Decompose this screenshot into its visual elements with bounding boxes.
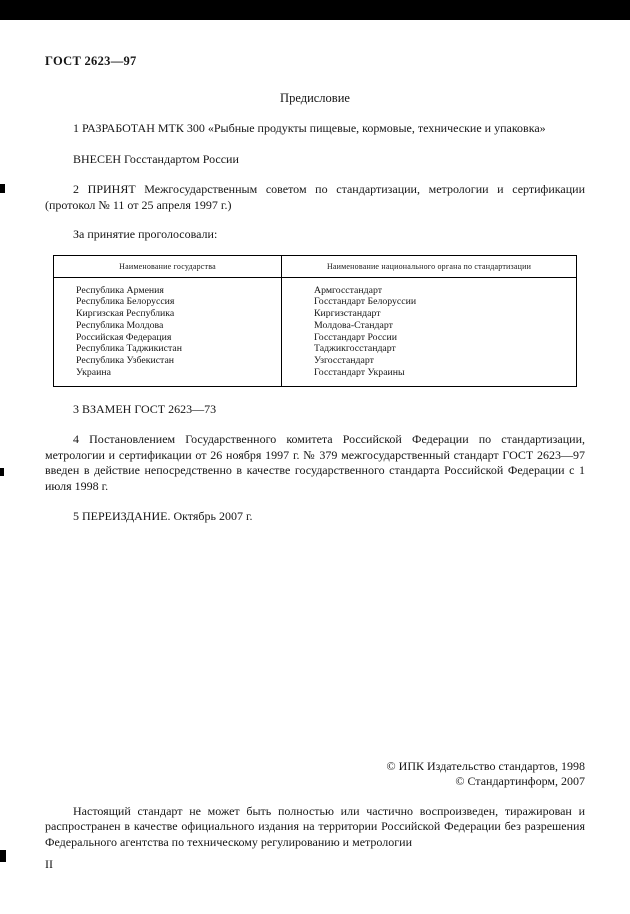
foreword-item-4: 4 Постановлением Государственного комитета Российской Федерации по стандартизации, метрологии и сертификации от 26 ноября 1997 г. № 379 межгосударственный стандарт ГОСТ 2623—97 введен в действие непосредственно в качестве государственного стандарта Российской Федерации с 1 июля 1998 г. — [45, 432, 585, 493]
table-cell-org: Узгосстандарт — [314, 355, 374, 367]
copyright-line-2007: © Стандартинформ, 2007 — [455, 773, 585, 788]
table-cell-org: Киргизстандарт — [314, 308, 381, 320]
table-cell-state: Российская Федерация — [54, 332, 282, 344]
table-row — [54, 343, 577, 355]
table-cell-state: Киргизская Республика — [54, 308, 282, 320]
table-header-org: Наименование национального органа по стандартизации — [282, 255, 577, 277]
table-row — [54, 355, 577, 367]
foreword-item-3: 3 ВЗАМЕН ГОСТ 2623—73 — [73, 401, 217, 416]
page-title: Предисловие — [280, 91, 350, 105]
table-row — [54, 308, 577, 320]
table-cell-org: Госстандарт Белоруссии — [314, 296, 417, 308]
table-header-state: Наименование государства — [54, 255, 282, 277]
page-number: II — [45, 857, 53, 871]
copyright-line-1998: © ИПК Издательство стандартов, 1998 — [386, 758, 585, 773]
table-cell-state: Республика Молдова — [54, 320, 282, 332]
table-cell-state: Украина — [54, 367, 282, 386]
restriction-notice: Настоящий стандарт не может быть полностью или частично воспроизведен, тиражирован и распространен в качестве официального издания на территории Российской Федерации без разрешения Федерального агентства по техническому регулированию и метрологии — [45, 803, 585, 849]
table-cell-state: Республика Узбекистан — [54, 355, 282, 367]
table-row — [54, 367, 577, 386]
foreword-item-1: 1 РАЗРАБОТАН МТК 300 «Рыбные продукты пищевые, кормовые, технические и упаковка» — [73, 121, 546, 135]
table-row — [54, 332, 577, 344]
vote-table — [53, 255, 577, 387]
scan-artifact-top-bar — [0, 0, 630, 20]
table-row — [54, 296, 577, 308]
table-cell-org: Молдова-Стандарт — [314, 319, 393, 331]
table-cell-org: Армгосстандарт — [314, 284, 383, 296]
scan-artifact-mark — [0, 468, 4, 476]
table-row — [54, 277, 577, 296]
table-row — [54, 320, 577, 332]
table-cell-org: Таджикгосстандарт — [314, 343, 396, 355]
table-cell-org: Госстандарт Украины — [314, 367, 405, 379]
scan-artifact-mark — [0, 850, 6, 862]
table-cell-state: Республика Белоруссия — [54, 296, 282, 308]
scan-artifact-mark — [0, 184, 5, 193]
page-footer — [45, 759, 585, 873]
foreword-item-1-note: ВНЕСЕН Госстандартом России — [73, 151, 239, 166]
table-header-row — [54, 255, 577, 277]
table-cell-state: Республика Таджикистан — [54, 343, 282, 355]
doc-code: ГОСТ 2623—97 — [45, 54, 137, 68]
foreword-item-2: 2 ПРИНЯТ Межгосударственным советом по стандартизации, метрологии и сертификации (протокол № 11 от 25 апреля 1997 г.) — [45, 182, 585, 212]
copyright-block — [45, 759, 585, 789]
vote-intro: За принятие проголосовали: — [73, 227, 218, 241]
foreword-item-5: 5 ПЕРЕИЗДАНИЕ. Октябрь 2007 г. — [73, 509, 253, 524]
table-cell-org: Госстандарт России — [314, 331, 397, 343]
table-cell-state: Республика Армения — [54, 277, 282, 296]
